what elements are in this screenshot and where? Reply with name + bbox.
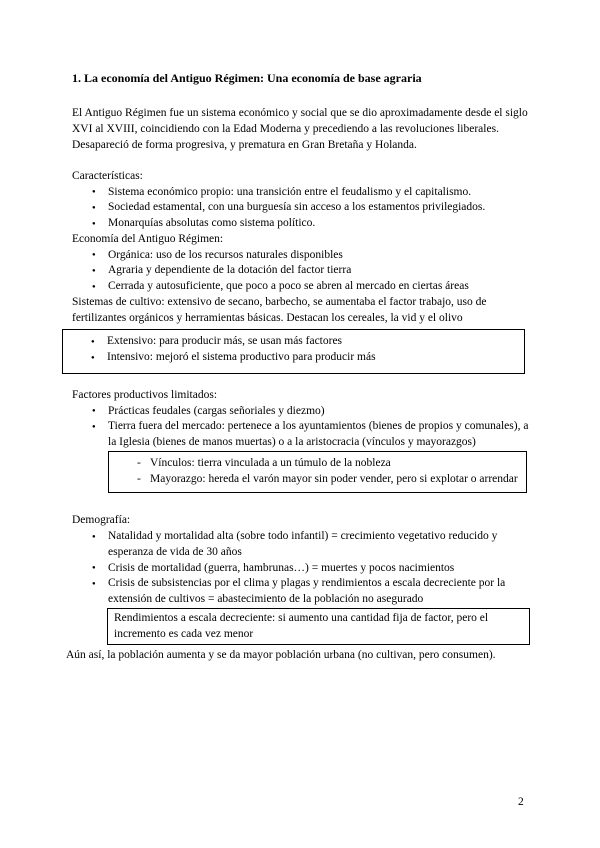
rendimientos-callout-box xyxy=(107,608,530,646)
list-item: ● Monarquías absolutas como sistema político. xyxy=(72,216,529,232)
list-item: - Vínculos: tierra vinculada a un túmulo de la nobleza xyxy=(109,456,522,472)
intro-paragraph: El Antiguo Régimen fue un sistema económico y social que se dio aproximadamente desde el siglo XVI al XVIII, coincidiendo con la Edad Moderna y precediendo a las revoluciones liberales. Desapareció de forma progresiva, y prematura en Gran Bretaña y Holanda. xyxy=(72,107,528,151)
cultivo-callout-box xyxy=(62,329,525,374)
caracteristicas-list xyxy=(72,185,529,232)
cultivo-paragraph: Sistemas de cultivo: extensivo de secano, barbecho, se aumentaba el factor trabajo, uso de fertilizantes orgánicos y herramientas básicas. Destacan los cereales, la vid y el olivo xyxy=(72,295,487,324)
factores-heading: Factores productivos limitados: xyxy=(72,388,218,401)
list-item: ● Extensivo: para producir más, se usan más factores xyxy=(63,334,520,350)
list-item: ● Cerrada y autosuficiente, que poco a poco se abren al mercado en ciertas áreas xyxy=(72,279,529,295)
list-item: - Mayorazgo: hereda el varón mayor sin poder vender, pero si explotar o arrendar xyxy=(109,472,522,488)
economia-heading: Economía del Antiguo Régimen: xyxy=(72,232,224,245)
document-content xyxy=(66,70,529,664)
page-title: 1. La economía del Antiguo Régimen: Una economía de base agraria xyxy=(72,71,422,85)
page-number: 2 xyxy=(518,796,524,808)
list-item: ● Crisis de mortalidad (guerra, hambrunas…) = muertes y pocos nacimientos xyxy=(72,561,529,577)
list-item: ● Crisis de subsistencias por el clima y plagas y rendimientos a escala decreciente por la extensión de cultivos = abastecimiento de la población no asegurado xyxy=(72,576,529,608)
demografia-list xyxy=(72,529,529,608)
rendimientos-box-text: Rendimientos a escala decreciente: si aumento una cantidad fija de factor, pero el incremento es cada vez menor xyxy=(114,611,489,640)
list-item: ● Prácticas feudales (cargas señoriales y diezmo) xyxy=(72,404,529,420)
list-item: ● Tierra fuera del mercado: pertenece a los ayuntamientos (bienes de propios y comunales), a la Iglesia (bienes de manos muertas) o a la aristocracia (vínculos y mayorazgos) xyxy=(72,419,529,451)
economia-list xyxy=(72,248,529,295)
list-item: ● Natalidad y mortalidad alta (sobre todo infantil) = crecimiento vegetativo reducido y esperanza de vida de 30 años xyxy=(72,529,529,561)
list-item: ● Orgánica: uso de los recursos naturales disponibles xyxy=(72,248,529,264)
tierra-box-list xyxy=(109,456,522,488)
caracteristicas-heading: Características: xyxy=(72,169,143,182)
list-item: ● Sociedad estamental, con una burguesía sin acceso a los estamentos privilegiados. xyxy=(72,200,529,216)
closing-paragraph: Aún así, la población aumenta y se da mayor población urbana (no cultivan, pero consumen). xyxy=(66,649,496,662)
factores-list xyxy=(72,404,529,451)
demografia-heading: Demografía: xyxy=(72,514,131,527)
tierra-callout-box xyxy=(108,451,527,494)
cultivo-box-list xyxy=(63,334,520,366)
list-item: ● Agraria y dependiente de la dotación del factor tierra xyxy=(72,263,529,279)
list-item: ● Intensivo: mejoró el sistema productivo para producir más xyxy=(63,350,520,366)
list-item: ● Sistema económico propio: una transición entre el feudalismo y el capitalismo. xyxy=(72,185,529,201)
